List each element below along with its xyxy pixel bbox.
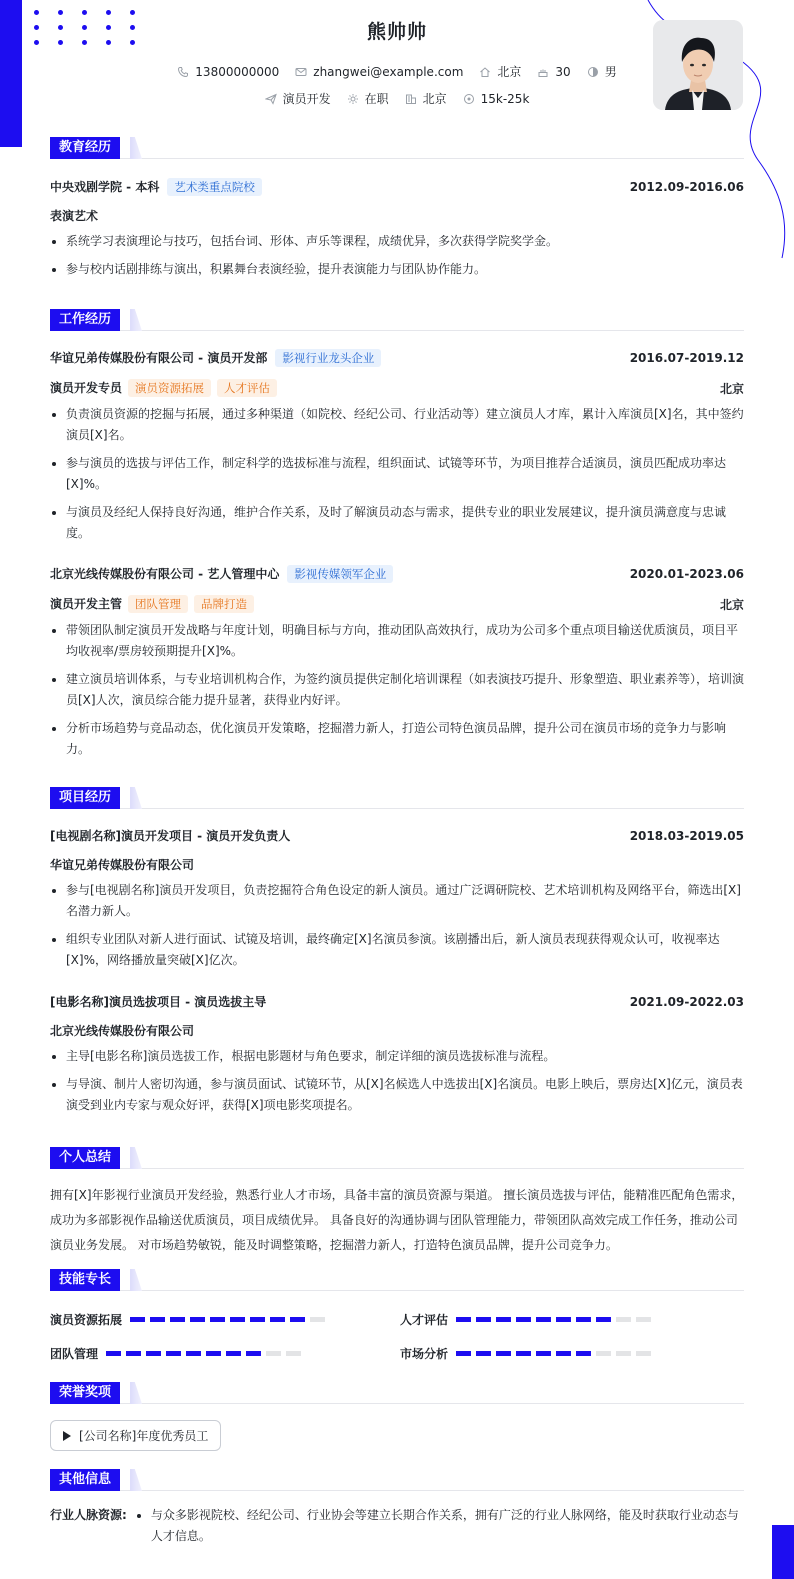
section-header: [50, 1147, 744, 1169]
work-section: [50, 309, 745, 756]
bullet-item: 分析市场趋势与竞品动态，优化演员开发策略，挖掘潜力新人，打造公司特色演员品牌，提升公司在演员市场的竞争力与影响力。: [50, 718, 744, 760]
bullet-list: [50, 404, 744, 544]
status-info: 在职: [347, 90, 389, 107]
bullet-item: 带领团队制定演员开发战略与年度计划，明确目标与方向，推动团队高效执行，成功为公司多个重点项目输送优质演员，项目平均收视率/票房较预期提升[X]%。: [50, 620, 744, 662]
bullet-item: 系统学习表演理论与技巧，包括台词、形体、声乐等课程，成绩优异，多次获得学院奖学金。: [50, 231, 744, 252]
building-icon: [405, 93, 417, 105]
skill-level-segment: [576, 1351, 591, 1356]
skill-level-segment: [150, 1317, 165, 1322]
home-icon: [479, 66, 491, 78]
skill-level-segment: [516, 1351, 531, 1356]
period: 2012.09-2016.06: [629, 180, 744, 194]
resume-header: [0, 0, 794, 130]
skill-level-segment: [596, 1317, 611, 1322]
period: 2020.01-2023.06: [629, 567, 744, 581]
age-info: 30: [537, 65, 570, 79]
skill-level-segment: [106, 1351, 121, 1356]
skill-item: [50, 1311, 330, 1328]
skill-name: 人才评估: [400, 1313, 449, 1327]
other-info-row: [50, 1505, 744, 1547]
project-org: 华谊兄弟传媒股份有限公司: [50, 858, 195, 872]
skill-level-segment: [246, 1351, 261, 1356]
section-title: 个人总结: [50, 1147, 120, 1169]
job-city: 北京: [719, 381, 744, 396]
bullet-item: 与演员及经纪人保持良好沟通，维护合作关系，及时了解演员动态与需求，提供专业的职业发展建议，提升演员满意度与忠诚度。: [50, 502, 744, 544]
section-header: [50, 1382, 744, 1404]
skill-level-segment: [636, 1351, 651, 1356]
skill-tag: 品牌打造: [194, 595, 254, 613]
phone-info: 13800000000: [177, 65, 279, 79]
skill-level-segment: [270, 1317, 285, 1322]
play-triangle-icon: [63, 1431, 71, 1441]
section-header: [50, 1469, 744, 1491]
skill-level-segment: [556, 1351, 571, 1356]
education-item: [50, 178, 744, 280]
summary-section: [50, 1147, 744, 1252]
other-section: [50, 1469, 744, 1543]
section-title: 项目经历: [50, 787, 120, 809]
projects-section: [50, 787, 744, 1112]
work-city-info: 北京: [405, 90, 447, 107]
period: 2021.09-2022.03: [629, 994, 744, 1009]
job-city: 北京: [719, 597, 744, 612]
bullet-item: 负责演员资源的挖掘与拓展，通过多种渠道（如院校、经纪公司、行业活动等）建立演员人才库，累计入库演员[X]名，其中签约演员[X]名。: [50, 404, 744, 446]
skill-level-segment: [476, 1317, 491, 1322]
skill-level-bar: [456, 1351, 656, 1356]
skill-level-segment: [536, 1351, 551, 1356]
bullet-item: 建立演员培训体系，与专业培训机构合作，为签约演员提供定制化培训课程（如表演技巧提升、形象塑造、职业素养等），培训演员[X]人次，演员综合能力提升显著，获得业内好评。: [50, 669, 744, 711]
work-item: [50, 565, 744, 760]
skill-level-segment: [636, 1317, 651, 1322]
skill-level-bar: [130, 1317, 330, 1322]
phone-icon: [177, 66, 189, 78]
other-label: 行业人脉资源:: [50, 1508, 127, 1522]
project-name: [电视剧名称]演员开发项目 - 演员开发负责人: [50, 829, 291, 843]
education-section: [50, 137, 744, 276]
candidate-name: 熊帅帅: [366, 21, 427, 43]
bullet-list: [50, 1046, 744, 1116]
bullet-list: [50, 231, 744, 280]
skill-tag: 演员资源拓展: [128, 379, 211, 397]
skills-section: [50, 1269, 744, 1361]
skill-level-segment: [266, 1351, 281, 1356]
skill-item: [50, 1345, 306, 1362]
bullet-item: 主导[电影名称]演员选拔工作，根据电影题材与角色要求，制定详细的演员选拔标准与流程。: [50, 1046, 744, 1067]
project-item: [50, 993, 744, 1116]
skill-level-segment: [186, 1351, 201, 1356]
section-title: 工作经历: [50, 309, 120, 331]
skill-level-segment: [476, 1351, 491, 1356]
period: 2018.03-2019.05: [629, 828, 744, 843]
skill-level-segment: [456, 1351, 471, 1356]
job-role: 演员开发主管: [50, 597, 123, 611]
other-text: 与众多影视院校、经纪公司、行业协会等建立长期合作关系，拥有广泛的行业人脉网络，能及时获取行业动态与人才信息。: [127, 1505, 744, 1547]
section-header: [50, 1269, 744, 1291]
skill-level-segment: [126, 1351, 141, 1356]
skill-level-segment: [556, 1317, 571, 1322]
skill-level-bar: [456, 1317, 656, 1322]
skill-level-segment: [250, 1317, 265, 1322]
job-target-info: 演员开发: [265, 90, 331, 107]
avatar: [653, 20, 743, 110]
section-header: [50, 137, 744, 159]
work-item: [50, 349, 744, 544]
skill-name: 市场分析: [400, 1347, 449, 1361]
major: 表演艺术: [50, 209, 99, 223]
skill-level-segment: [226, 1351, 241, 1356]
bullet-item: 参与演员的选拔与评估工作，制定科学的选拔标准与流程，组织面试、试镜等环节，为项目推荐合适演员，演员匹配成功率达[X]%。: [50, 453, 744, 495]
skill-item: [400, 1311, 656, 1328]
location-info: 北京: [479, 63, 521, 80]
skill-level-segment: [286, 1351, 301, 1356]
skill-level-segment: [310, 1317, 325, 1322]
bullet-item: 参与校内话剧排练与演出，积累舞台表演经验，提升表演能力与团队协作能力。: [50, 259, 744, 280]
salary-info: 15k-25k: [463, 92, 530, 106]
skill-level-segment: [496, 1351, 511, 1356]
skill-level-segment: [616, 1317, 631, 1322]
gender-icon: [587, 66, 599, 78]
honors-section: [50, 1382, 744, 1443]
project-name: [电影名称]演员选拔项目 - 演员选拔主导: [50, 995, 267, 1009]
section-title: 其他信息: [50, 1469, 120, 1491]
email-info: zhangwei@example.com: [295, 65, 463, 79]
avatar-portrait: [653, 20, 743, 110]
skill-level-segment: [206, 1351, 221, 1356]
skill-level-segment: [230, 1317, 245, 1322]
skill-tag: 团队管理: [128, 595, 188, 613]
section-title: 技能专长: [50, 1269, 120, 1291]
skill-level-segment: [576, 1317, 591, 1322]
bullet-item: 组织专业团队对新人进行面试、试镜及培训，最终确定[X]名演员参演。该剧播出后，新人演员表现获得观众认可，收视率达[X]%，网络播放量突破[X]亿次。: [50, 929, 744, 971]
skill-tag: 人才评估: [217, 379, 277, 397]
skill-item: [400, 1345, 656, 1362]
company-name: 北京光线传媒股份有限公司 - 艺人管理中心: [50, 567, 280, 581]
coin-icon: [463, 93, 475, 105]
skill-level-segment: [536, 1317, 551, 1322]
skill-level-segment: [290, 1317, 305, 1322]
bullet-item: 与导演、制片人密切沟通，参与演员面试、试镜环节，从[X]名候选人中选拔出[X]名演员。电影上映后，票房达[X]亿元，演员表演受到业内专家与观众好评，获得[X]项电影奖项提名。: [50, 1074, 744, 1116]
skill-level-segment: [146, 1351, 161, 1356]
section-header: [50, 309, 744, 331]
skill-level-segment: [516, 1317, 531, 1322]
school-tag: 艺术类重点院校: [167, 178, 262, 196]
send-icon: [265, 93, 277, 105]
skill-name: 团队管理: [50, 1347, 99, 1361]
skill-level-segment: [496, 1317, 511, 1322]
bullet-list: [50, 880, 744, 971]
job-role: 演员开发专员: [50, 381, 123, 395]
age-icon: [537, 66, 549, 78]
company-name: 华谊兄弟传媒股份有限公司 - 演员开发部: [50, 351, 268, 365]
award-label: [公司名称]年度优秀员工: [79, 1429, 209, 1443]
mail-icon: [295, 66, 307, 78]
gear-icon: [347, 93, 359, 105]
school-name: 中央戏剧学院 - 本科: [50, 180, 160, 194]
skill-level-bar: [106, 1351, 306, 1356]
skill-name: 演员资源拓展: [50, 1313, 123, 1327]
award-item[interactable]: [50, 1420, 221, 1451]
skill-level-segment: [190, 1317, 205, 1322]
project-org: 北京光线传媒股份有限公司: [50, 1024, 195, 1038]
company-tag: 影视行业龙头企业: [275, 349, 381, 367]
section-title: 教育经历: [50, 137, 120, 159]
bullet-item: 参与[电视剧名称]演员开发项目，负责挖掘符合角色设定的新人演员。通过广泛调研院校、艺术培训机构及网络平台，筛选出[X]名潜力新人。: [50, 880, 744, 922]
summary-text: 拥有[X]年影视行业演员开发经验，熟悉行业人才市场，具备丰富的演员资源与渠道。 擅长演员选拔与评估，能精准匹配角色需求，成功为多部影视作品输送优质演员，项目成绩优异。 具备良好的沟通协调与团队管理能力，带领团队高效完成工作任务，推动公司演员业务发展。 对市场趋势敏锐，能及时调整策略，挖掘潜力新人，打造特色演员品牌，提升公司竞争力。: [50, 1188, 744, 1252]
bullet-list: [50, 620, 744, 760]
company-tag: 影视传媒领军企业: [287, 565, 393, 583]
accent-bar-right: [772, 1525, 794, 1579]
project-item: [50, 827, 744, 971]
skill-level-segment: [456, 1317, 471, 1322]
skill-level-segment: [166, 1351, 181, 1356]
skill-level-segment: [130, 1317, 145, 1322]
period: 2016.07-2019.12: [629, 351, 744, 365]
gender-info: 男: [587, 63, 617, 80]
section-title: 荣誉奖项: [50, 1382, 120, 1404]
skill-level-segment: [596, 1351, 611, 1356]
section-header: [50, 787, 744, 809]
skill-level-segment: [170, 1317, 185, 1322]
skill-level-segment: [210, 1317, 225, 1322]
skill-level-segment: [616, 1351, 631, 1356]
